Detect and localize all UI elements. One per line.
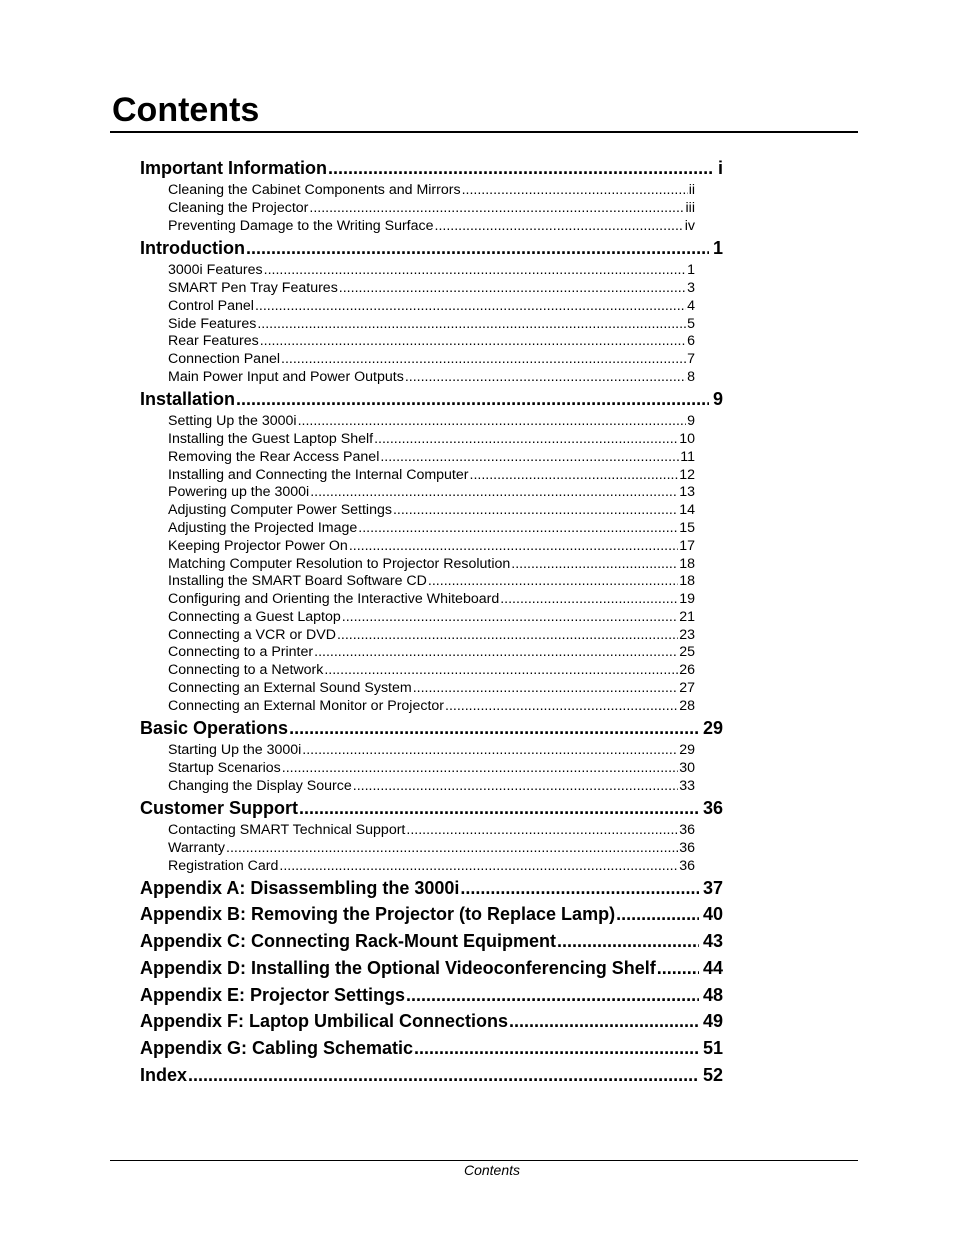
toc-subsection-entry[interactable]: [168, 430, 695, 448]
toc-entry-label: Control Panel: [168, 298, 254, 314]
toc-page-number: 18: [679, 573, 695, 589]
toc-page-number: 9: [712, 389, 723, 409]
toc-subsection-entry[interactable]: [168, 501, 695, 519]
footer-divider: [110, 1160, 858, 1161]
toc-entry-label: Connecting to a Printer: [168, 644, 314, 660]
toc-entry-label: SMART Pen Tray Features: [168, 280, 338, 296]
toc-subsection-entry[interactable]: [168, 537, 695, 555]
toc-dot-leader: [358, 519, 678, 537]
toc-page-number: 4: [687, 298, 695, 314]
toc-page-number: 49: [702, 1011, 723, 1031]
toc-dot-leader: [309, 199, 684, 217]
toc-dot-leader: [406, 983, 699, 1007]
toc-entry-label: Connecting a VCR or DVD: [168, 627, 336, 643]
toc-subsection-entry[interactable]: [168, 350, 695, 368]
toc-dot-leader: [511, 555, 678, 573]
toc-subsection-entry[interactable]: [168, 332, 695, 350]
toc-entry-label: Basic Operations: [140, 718, 289, 738]
toc-section-entry[interactable]: [140, 956, 723, 980]
toc-subsection-entry[interactable]: [168, 643, 695, 661]
toc-subsection-entry[interactable]: [168, 661, 695, 679]
toc-subsection-entry[interactable]: [168, 572, 695, 590]
toc-page-number: 52: [702, 1065, 723, 1085]
toc-dot-leader: [299, 796, 699, 820]
toc-dot-leader: [337, 626, 678, 644]
toc-dot-leader: [500, 590, 678, 608]
toc-page-number: 30: [679, 760, 695, 776]
toc-page-number: 28: [679, 698, 695, 714]
toc-entry-label: Removing the Rear Access Panel: [168, 449, 380, 465]
toc-subsection-entry[interactable]: [168, 857, 695, 875]
page-footer: Contents: [463, 1162, 521, 1178]
toc-subsection-entry[interactable]: [168, 697, 695, 715]
toc-subsection-entry[interactable]: [168, 199, 695, 217]
toc-dot-leader: [260, 332, 686, 350]
toc-dot-leader: [406, 821, 678, 839]
toc-section-entry[interactable]: [140, 716, 723, 740]
toc-section-entry[interactable]: [140, 1036, 723, 1060]
toc-entry-label: Appendix A: Disassembling the 3000i: [140, 878, 460, 898]
toc-page-number: 1: [687, 262, 695, 278]
toc-dot-leader: [281, 350, 686, 368]
toc-page-number: 21: [679, 609, 695, 625]
toc-dot-leader: [339, 279, 686, 297]
toc-dot-leader: [405, 368, 686, 386]
toc-entry-label: Appendix B: Removing the Projector (to Replace Lamp): [140, 904, 616, 924]
toc-page-number: ii: [688, 182, 695, 198]
toc-page-number: 36: [702, 798, 723, 818]
toc-subsection-entry[interactable]: [168, 483, 695, 501]
toc-page-number: 43: [702, 931, 723, 951]
toc-dot-leader: [428, 572, 678, 590]
toc-entry-label: Configuring and Orienting the Interactive Whiteboard: [168, 591, 500, 607]
toc-dot-leader: [462, 181, 688, 199]
toc-page-number: 19: [679, 591, 695, 607]
toc-page-number: 40: [702, 904, 723, 924]
toc-page-number: 11: [680, 449, 695, 465]
toc-entry-label: Warranty: [168, 840, 226, 856]
toc-dot-leader: [310, 483, 678, 501]
toc-page-number: i: [717, 158, 723, 178]
toc-dot-leader: [470, 466, 679, 484]
toc-section-entry[interactable]: [140, 796, 723, 820]
toc-subsection-entry[interactable]: [168, 679, 695, 697]
toc-entry-label: Installation: [140, 389, 236, 409]
toc-section-entry[interactable]: [140, 1009, 723, 1033]
toc-section-entry[interactable]: [140, 983, 723, 1007]
toc-dot-leader: [226, 839, 678, 857]
toc-dot-leader: [374, 430, 678, 448]
toc-dot-leader: [380, 448, 679, 466]
toc-entry-label: Cleaning the Projector: [168, 200, 309, 216]
toc-subsection-entry[interactable]: [168, 466, 695, 484]
toc-subsection-entry[interactable]: [168, 590, 695, 608]
toc-dot-leader: [314, 643, 678, 661]
toc-dot-leader: [353, 777, 678, 795]
toc-subsection-entry[interactable]: [168, 297, 695, 315]
toc-subsection-entry[interactable]: [168, 626, 695, 644]
toc-entry-label: Appendix F: Laptop Umbilical Connections: [140, 1011, 509, 1031]
toc-page-number: 18: [679, 556, 695, 572]
toc-entry-label: Connection Panel: [168, 351, 281, 367]
toc-subsection-entry[interactable]: [168, 261, 695, 279]
toc-entry-label: Adjusting the Projected Image: [168, 520, 358, 536]
toc-entry-label: Appendix C: Connecting Rack-Mount Equipment: [140, 931, 556, 951]
toc-subsection-entry[interactable]: [168, 181, 695, 199]
page-title: Contents: [112, 91, 260, 129]
toc-entry-label: Connecting a Guest Laptop: [168, 609, 341, 625]
toc-subsection-entry[interactable]: [168, 315, 695, 333]
toc-dot-leader: [328, 156, 714, 180]
toc-page-number: 12: [679, 467, 695, 483]
toc-entry-label: Setting Up the 3000i: [168, 413, 297, 429]
toc-dot-leader: [445, 697, 678, 715]
toc-section-entry[interactable]: [140, 236, 723, 260]
toc-entry-label: Matching Computer Resolution to Projector Resolution: [168, 556, 511, 572]
toc-dot-leader: [324, 661, 678, 679]
toc-page-number: 6: [687, 333, 695, 349]
toc-page-number: 10: [679, 431, 695, 447]
toc-entry-label: Appendix D: Installing the Optional Videoconferencing Shelf: [140, 958, 656, 978]
toc-subsection-entry[interactable]: [168, 608, 695, 626]
toc-subsection-entry[interactable]: [168, 741, 695, 759]
toc-page-number: 1: [712, 238, 723, 258]
toc-dot-leader: [413, 679, 679, 697]
toc-entry-label: Cleaning the Cabinet Components and Mirrors: [168, 182, 461, 198]
toc-subsection-entry[interactable]: [168, 412, 695, 430]
toc-page-number: 17: [679, 538, 695, 554]
toc-page-number: 27: [679, 680, 695, 696]
toc-entry-label: Connecting to a Network: [168, 662, 324, 678]
toc-entry-label: Installing and Connecting the Internal Computer: [168, 467, 469, 483]
toc-entry-label: Introduction: [140, 238, 245, 258]
toc-dot-leader: [298, 412, 687, 430]
toc-dot-leader: [414, 1036, 699, 1060]
toc-subsection-entry[interactable]: [168, 279, 695, 297]
toc-entry-label: Keeping Projector Power On: [168, 538, 348, 554]
toc-entry-label: Customer Support: [140, 798, 299, 818]
toc-section-entry[interactable]: [140, 1063, 723, 1087]
toc-page-number: 36: [679, 822, 695, 838]
toc-subsection-entry[interactable]: [168, 759, 695, 777]
toc-subsection-entry[interactable]: [168, 217, 695, 235]
toc-page-number: 36: [679, 840, 695, 856]
toc-entry-label: Index: [140, 1065, 188, 1085]
toc-page-number: 15: [679, 520, 695, 536]
toc-dot-leader: [282, 759, 678, 777]
toc-subsection-entry[interactable]: [168, 368, 695, 386]
toc-page-number: 9: [687, 413, 695, 429]
toc-page-number: 8: [687, 369, 695, 385]
toc-page-number: 5: [687, 316, 695, 332]
toc-section-entry[interactable]: [140, 929, 723, 953]
toc-page-number: 23: [679, 627, 695, 643]
toc-dot-leader: [188, 1063, 699, 1087]
toc-dot-leader: [257, 315, 686, 333]
toc-page-number: 13: [679, 484, 695, 500]
toc-page-number: iii: [685, 200, 695, 216]
toc-entry-label: Starting Up the 3000i: [168, 742, 302, 758]
toc-entry-label: Installing the Guest Laptop Shelf: [168, 431, 374, 447]
toc-section-entry[interactable]: [140, 876, 723, 900]
toc-section-entry[interactable]: [140, 156, 723, 180]
toc-page-number: 51: [702, 1038, 723, 1058]
toc-dot-leader: [349, 537, 678, 555]
toc-entry-label: 3000i Features: [168, 262, 263, 278]
toc-entry-label: Adjusting Computer Power Settings: [168, 502, 392, 518]
toc-dot-leader: [435, 217, 684, 235]
toc-section-entry[interactable]: [140, 387, 723, 411]
toc-entry-label: Powering up the 3000i: [168, 484, 310, 500]
toc-subsection-entry[interactable]: [168, 839, 695, 857]
toc-subsection-entry[interactable]: [168, 519, 695, 537]
toc-subsection-entry[interactable]: [168, 821, 695, 839]
toc-dot-leader: [616, 902, 699, 926]
toc-dot-leader: [657, 956, 699, 980]
toc-entry-label: Preventing Damage to the Writing Surface: [168, 218, 434, 234]
toc-page-number: 36: [679, 858, 695, 874]
toc-page-number: 29: [679, 742, 695, 758]
toc-page-number: 44: [702, 958, 723, 978]
toc-entry-label: Connecting an External Sound System: [168, 680, 412, 696]
toc-dot-leader: [302, 741, 678, 759]
toc-entry-label: Appendix G: Cabling Schematic: [140, 1038, 414, 1058]
toc-page-number: iv: [684, 218, 695, 234]
toc-page-number: 3: [687, 280, 695, 296]
toc-entry-label: Appendix E: Projector Settings: [140, 985, 406, 1005]
toc-page-number: 14: [679, 502, 695, 518]
toc-dot-leader: [557, 929, 699, 953]
toc-entry-label: Changing the Display Source: [168, 778, 352, 794]
toc-section-entry[interactable]: [140, 902, 723, 926]
toc-dot-leader: [246, 236, 709, 260]
toc-subsection-entry[interactable]: [168, 448, 695, 466]
toc-dot-leader: [255, 297, 686, 315]
toc-page-number: 25: [679, 644, 695, 660]
toc-subsection-entry[interactable]: [168, 555, 695, 573]
toc-dot-leader: [289, 716, 699, 740]
toc-entry-label: Rear Features: [168, 333, 259, 349]
toc-entry-label: Registration Card: [168, 858, 279, 874]
toc-entry-label: Startup Scenarios: [168, 760, 281, 776]
toc-page-number: 48: [702, 985, 723, 1005]
toc-entry-label: Side Features: [168, 316, 257, 332]
toc-entry-label: Connecting an External Monitor or Projector: [168, 698, 445, 714]
toc-page-number: 33: [679, 778, 695, 794]
toc-entry-label: Important Information: [140, 158, 327, 178]
toc-entry-label: Main Power Input and Power Outputs: [168, 369, 404, 385]
toc-dot-leader: [236, 387, 709, 411]
toc-dot-leader: [509, 1009, 699, 1033]
toc-dot-leader: [393, 501, 678, 519]
toc-page-number: 26: [679, 662, 695, 678]
toc-dot-leader: [264, 261, 686, 279]
toc-dot-leader: [342, 608, 678, 626]
toc-page-number: 7: [687, 351, 695, 367]
toc-subsection-entry[interactable]: [168, 777, 695, 795]
toc-page-number: 29: [702, 718, 723, 738]
toc-dot-leader: [460, 876, 699, 900]
title-divider: [110, 131, 858, 133]
toc-dot-leader: [279, 857, 678, 875]
toc-page-number: 37: [702, 878, 723, 898]
toc-entry-label: Contacting SMART Technical Support: [168, 822, 406, 838]
toc-entry-label: Installing the SMART Board Software CD: [168, 573, 427, 589]
